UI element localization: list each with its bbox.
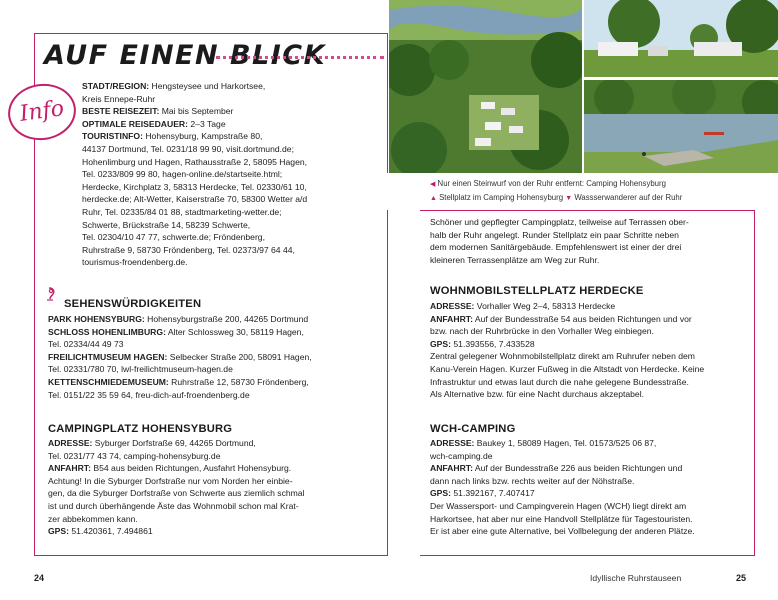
info-line: Schwerte, Brückstraße 14, 58239 Schwerte, bbox=[82, 219, 251, 230]
detail-line: Infrastruktur und etwas laut durch die nahe gelegene Bundesstraße. bbox=[430, 376, 689, 387]
info-line: herdecke.de; Alt-Wetter, Kaiserstraße 70, 58300 Wetter a/d bbox=[82, 194, 308, 205]
detail-line: ANFAHRT: Auf der Bundesstraße 54 aus beiden Richtungen und vor bbox=[430, 313, 692, 324]
detail-line: ist und durch überhängende Äste das Wohnmobil schon mal Krat- bbox=[48, 500, 299, 511]
caption-line: ◀ Nur einen Steinwurf von der Ruhr entfernt: Camping Hohensyburg bbox=[430, 179, 666, 188]
info-line: Hohenlimburg und Hagen, Rathausstraße 2, 58095 Hagen, bbox=[82, 156, 308, 167]
info-line: Kreis Ennepe-Ruhr bbox=[82, 93, 156, 104]
info-line: 44137 Dortmund, Tel. 0231/18 99 90, visit.dortmund.de; bbox=[82, 143, 294, 154]
info-line: TOURISTINFO: Hohensyburg, Kampstraße 80, bbox=[82, 131, 263, 142]
list-item: Tel. 02331/780 70, lwl-freilichtmuseum-hagen.de bbox=[48, 364, 233, 375]
list-item: SCHLOSS HOHENLIMBURG: Alter Schlossweg 30, 58119 Hagen, bbox=[48, 326, 304, 337]
info-line: tourismus-froendenberg.de. bbox=[82, 257, 188, 268]
info-line: BESTE REISEZEIT: Mai bis September bbox=[82, 106, 234, 117]
info-line: STADT/REGION: Hengsteysee und Harkortsee, bbox=[82, 81, 266, 91]
photo-pitch-campground bbox=[584, 0, 778, 77]
photo-water-paddlers bbox=[584, 80, 778, 173]
detail-line: wch-camping.de bbox=[430, 450, 493, 461]
page-number-left: 24 bbox=[34, 573, 45, 583]
detail-line: GPS: 51.392167, 7.407417 bbox=[430, 488, 535, 499]
running-title: Idyllische Ruhrstauseen bbox=[590, 573, 682, 583]
arrow-left-icon: ◀ bbox=[430, 181, 436, 188]
page-number-right: 25 bbox=[736, 573, 747, 583]
sights-list bbox=[48, 313, 383, 401]
wch-heading: WCH-CAMPING bbox=[430, 423, 516, 435]
list-item: Tel. 02334/44 49 73 bbox=[48, 339, 124, 350]
photo-campground-aerial bbox=[389, 0, 582, 173]
detail-line: GPS: 51.393556, 7.433528 bbox=[430, 338, 535, 349]
detail-line: gen, da die Syburger Dorfstraße von Schwerte aus ziemlich schmal bbox=[48, 488, 305, 499]
detail-line: Achtung! In die Syburger Dorfstraße nur vom Norden her einbie- bbox=[48, 475, 293, 486]
info-line: Tel. 02304/10 47 77, schwerte.de; Fröndenberg, bbox=[82, 232, 265, 243]
detail-line: Als Alternative bzw. für eine Nacht durchaus akzeptabel. bbox=[430, 389, 645, 400]
camping-heading: CAMPINGPLATZ HOHENSYBURG bbox=[48, 423, 233, 435]
arrow-up-icon: ▲ bbox=[430, 194, 437, 202]
info-block bbox=[82, 80, 382, 269]
sights-heading: SEHENSWÜRDIGKEITEN bbox=[64, 298, 202, 310]
wohnmobil-details bbox=[430, 300, 755, 401]
detail-line: ADRESSE: Baukey 1, 58089 Hagen, Tel. 01573/525 06 87, bbox=[430, 438, 657, 448]
info-line: Tel. 0233/809 99 80, hagen-online.de/startseite.html; bbox=[82, 169, 283, 180]
caption-line: ▲ Stellplatz im Camping Hohensyburg ▼ Wassserwanderer auf der Ruhr bbox=[430, 192, 683, 202]
info-line: Herdecke, Kirchplatz 3, 58313 Herdecke, Tel. 02330/61 10, bbox=[82, 181, 307, 192]
list-item: FREILICHTMUSEUM HAGEN: Selbecker Straße 200, 58091 Hagen, bbox=[48, 351, 312, 362]
info-badge-label: Info bbox=[18, 95, 66, 127]
detail-line: Kanu-Verein Hagen. Kurzer Fußweg in die Altstadt von Herdecke. Keine bbox=[430, 363, 705, 374]
frame-divider-top bbox=[387, 33, 388, 173]
intro-paragraph: Schöner und gepflegter Campingplatz, teilweise auf Terrassen ober- halb der Ruhr angelegt. Runder Stellplatz ein paar Schritte neben dem modernen Sanitärgebäude. Empfehlenswert ist einer der drei kleineren Terrassenplätze am Weg zur Ruhr. bbox=[430, 217, 689, 265]
detail-line: ANFAHRT: B54 aus beiden Richtungen, Ausfahrt Hohensyburg. bbox=[48, 463, 292, 474]
wohnmobil-heading: WOHNMOBILSTELLPLATZ HERDECKE bbox=[430, 285, 644, 297]
title-dotted-rule bbox=[216, 56, 384, 60]
wch-details bbox=[430, 437, 755, 538]
info-line: Ruhr, Tel. 02335/84 01 88, stadtmarketing-wetter.de; bbox=[82, 206, 282, 217]
detail-line: Tel. 0231/77 43 74, camping-hohensyburg.de bbox=[48, 450, 221, 461]
info-line: OPTIMALE REISEDAUER: 2–3 Tage bbox=[82, 118, 226, 129]
list-item: KETTENSCHMIEDEMUSEUM: Ruhrstraße 12, 58730 Fröndenberg, bbox=[48, 376, 309, 387]
detail-line: Zentral gelegener Wohnmobilstellplatz direkt am Ruhrufer neben dem bbox=[430, 351, 695, 362]
detail-line: GPS: 51.420361, 7.494861 bbox=[48, 526, 153, 537]
detail-line: bzw. nach der Ruhrbrücke in den Vorhaller Weg einbiegen. bbox=[430, 326, 654, 337]
photo-captions bbox=[430, 178, 750, 205]
detail-line: zer abbekommen kann. bbox=[48, 513, 138, 524]
arrow-down-icon: ▼ bbox=[565, 194, 573, 202]
detail-line: dann nach links bzw. rechts weiter auf der Nöhstraße. bbox=[430, 475, 635, 486]
list-item: Tel. 0151/22 35 59 64, freu-dich-auf-froendenberg.de bbox=[48, 389, 250, 400]
frame-divider-bottom bbox=[387, 210, 388, 556]
detail-line: Harkortsee, hat aber nur eine Handvoll Stellplätze für Tagestouristen. bbox=[430, 513, 693, 524]
page-title: AUF EINEN BLICK bbox=[44, 40, 327, 71]
pin-icon bbox=[44, 286, 60, 302]
list-item: PARK HOHENSYBURG: Hohensyburgstraße 200, 44265 Dortmund bbox=[48, 314, 309, 324]
info-line: Ruhrstraße 9, 58730 Fröndenberg, Tel. 02373/97 64 44, bbox=[82, 244, 295, 255]
camping-details bbox=[48, 437, 383, 538]
detail-line: ADRESSE: Vorhaller Weg 2–4, 58313 Herdecke bbox=[430, 301, 616, 311]
detail-line: ADRESSE: Syburger Dorfstraße 69, 44265 Dortmund, bbox=[48, 438, 256, 448]
detail-line: ANFAHRT: Auf der Bundesstraße 226 aus beiden Richtungen und bbox=[430, 463, 683, 474]
detail-line: Er ist aber eine gute Alternative, bei Vollbelegung der anderen Plätze. bbox=[430, 526, 695, 537]
detail-line: Der Wassersport- und Campingverein Hagen (WCH) liegt direkt am bbox=[430, 500, 687, 511]
